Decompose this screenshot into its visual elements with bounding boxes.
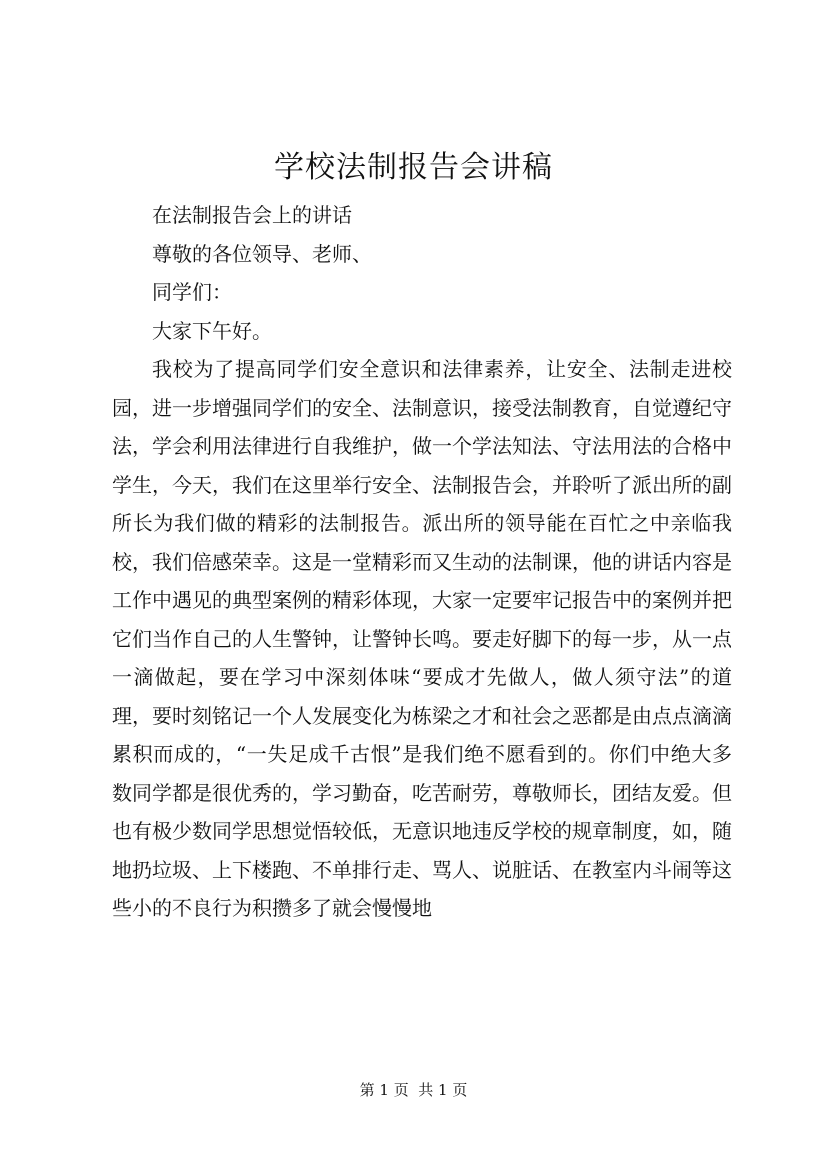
page-number: 第 1 页 共 1 页 (359, 1081, 468, 1099)
document-body (112, 196, 732, 928)
paragraph-salutation-1: 尊敬的各位领导、老师、 (152, 241, 372, 266)
paragraph-greeting: 大家下午好。 (152, 318, 272, 343)
paragraph-salutation-2: 同学们： (152, 280, 232, 304)
paragraph-subtitle: 在法制报告会上的讲话 (152, 203, 352, 227)
page-footer (0, 1080, 827, 1100)
document-title: 学校法制报告会讲稿 (274, 150, 553, 185)
paragraph-main: 我校为了提高同学们安全意识和法律素养，让安全、法制走进校园，进一步增强同学们的安全、法制意识，接受法制教育，自觉遵纪守法，学会利用法律进行自我维护，做一个学法知法、守法用法的合格中学生，今天，我们在这里举行安全、法制报告会，并聆听了派出所的副所长为我们做的精彩的法制报告。派出所的领导能在百忙之中亲临我校，我们倍感荣幸。这是一堂精彩而又生动的法制课，他的讲话内容是工作中遇见的典型案例的精彩体现，大家一定要牢记报告中的案例并把它们当作自己的人生警钟，让警钟长鸣。要走好脚下的每一步，从一点一滴做起，要在学习中深刻体味“要成才先做人，做人须守法”的道理，要时刻铭记一个人发展变化为栋梁之才和社会之恶都是由点点滴滴累积而成的，“一失足成千古恨”是我们绝不愿看到的。你们中绝大多数同学都是很优秀的，学习勤奋，吃苦耐劳，尊敬师长，团结友爱。但也有极少数同学思想觉悟较低，无意识地违反学校的规章制度，如，随地扔垃圾、上下楼跑、不单排行走、骂人、说脏话、在教室内斗闹等这些小的不良行为积攒多了就会慢慢地 (112, 357, 732, 920)
